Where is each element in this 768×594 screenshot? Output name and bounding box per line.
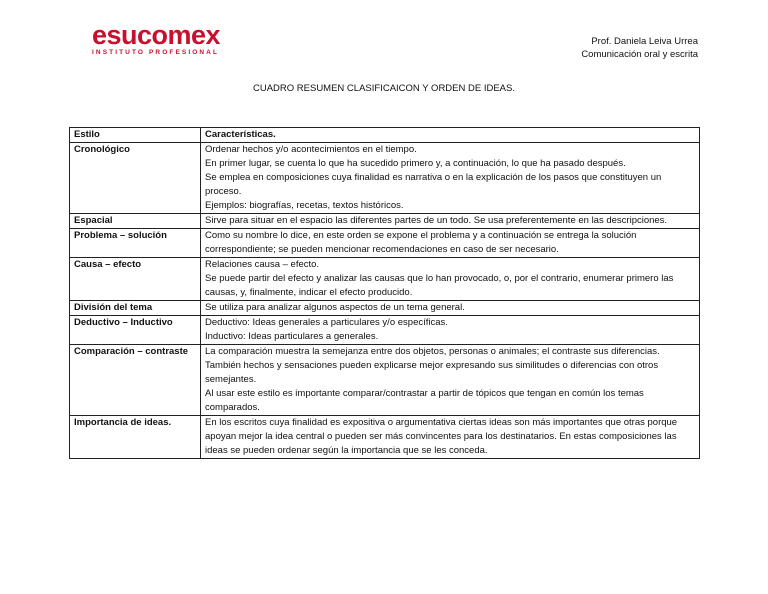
summary-table: [69, 127, 700, 459]
characteristic-line: Al usar este estilo es importante comparar/contrastar a partir de tópicos que tengan en común los temas comparados.: [205, 388, 644, 413]
style-characteristics: [201, 258, 700, 301]
characteristic-line: Sirve para situar en el espacio las diferentes partes de un todo. Se usa preferentemente en las descripciones.: [205, 215, 668, 226]
logo-subtitle: INSTITUTO PROFESIONAL: [92, 49, 220, 56]
style-characteristics: [201, 229, 700, 258]
logo-wordmark: esucomex: [92, 20, 221, 50]
table-row: [70, 301, 700, 316]
style-characteristics: [201, 143, 700, 214]
table-row: [70, 345, 700, 416]
characteristic-line: Ejemplos: biografías, recetas, textos históricos.: [205, 200, 404, 211]
header-style: Estilo: [70, 128, 201, 143]
table-row: [70, 143, 700, 214]
style-name: Importancia de ideas.: [70, 416, 201, 459]
table-row: [70, 416, 700, 459]
characteristic-line: En los escritos cuya finalidad es expositiva o argumentativa ciertas ideas son más importantes que otras porque apoyan mejor la idea central o pueden ser más convincentes para los destinatarios. En estas composiciones las ideas se pueden ordenar según la importancia que se les conceda.: [205, 417, 678, 456]
style-name: Causa – efecto: [70, 258, 201, 301]
style-name: Problema – solución: [70, 229, 201, 258]
style-name: Deductivo – Inductivo: [70, 316, 201, 345]
style-characteristics: [201, 214, 700, 229]
table-header-row: [70, 128, 700, 143]
header-characteristics: Características.: [201, 128, 700, 143]
characteristic-line: Se emplea en composiciones cuya finalidad es narrativa o en la explicación de los pasos que constituyen un proceso.: [205, 172, 662, 197]
characteristic-line: Deductivo: Ideas generales a particulares y/o específicas.: [205, 317, 448, 328]
esucomex-logo: [92, 22, 232, 56]
style-characteristics: [201, 345, 700, 416]
style-name: Cronológico: [70, 143, 201, 214]
document-title: CUADRO RESUMEN CLASIFICAICON Y ORDEN DE IDEAS.: [252, 83, 515, 94]
course-name: Comunicación oral y escrita: [581, 49, 698, 60]
author-block: [581, 35, 698, 61]
table-row: [70, 258, 700, 301]
style-name: Espacial: [70, 214, 201, 229]
style-characteristics: [201, 416, 700, 459]
characteristic-line: Ordenar hechos y/o acontecimientos en el tiempo.: [205, 144, 417, 155]
characteristic-line: En primer lugar, se cuenta lo que ha sucedido primero y, a continuación, lo que ha pasado después.: [205, 158, 626, 169]
characteristic-line: La comparación muestra la semejanza entre dos objetos, personas o animales; el contraste sus diferencias. También hechos y sensaciones pueden explicarse mejor expresando sus similitudes o diferencias con otros semejantes.: [205, 346, 660, 385]
characteristic-line: Relaciones causa – efecto.: [205, 259, 320, 270]
characteristic-line: Se puede partir del efecto y analizar las causas que lo han provocado, o, por el contrario, enumerar primero las causas, y, finalmente, indicar el efecto producido.: [205, 273, 674, 298]
table-row: [70, 214, 700, 229]
style-name: Comparación – contraste: [70, 345, 201, 416]
characteristic-line: Como su nombre lo dice, en este orden se expone el problema y a continuación se entrega la solución correspondiente; se pueden mencionar recomendaciones en caso de ser necesario.: [205, 230, 637, 255]
characteristic-line: Se utiliza para analizar algunos aspectos de un tema general.: [205, 302, 465, 313]
table-row: [70, 229, 700, 258]
author-name: Prof. Daniela Leiva Urrea: [591, 36, 698, 47]
characteristic-line: Inductivo: Ideas particulares a generales.: [205, 331, 379, 342]
style-characteristics: [201, 301, 700, 316]
table-row: [70, 316, 700, 345]
style-characteristics: [201, 316, 700, 345]
style-name: División del tema: [70, 301, 201, 316]
